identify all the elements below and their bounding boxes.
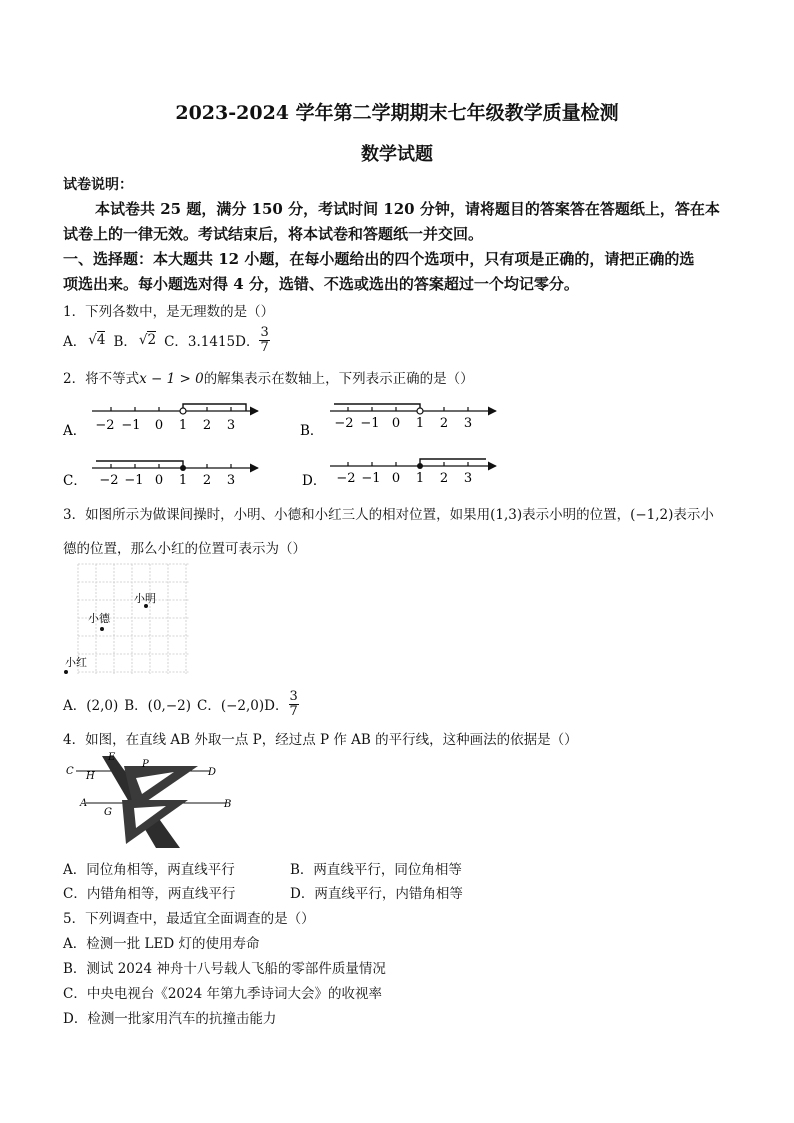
q2-number-lines: [0, 390, 794, 490]
q2-a-tick-label: −1: [121, 418, 141, 433]
q4-option-c: C．内错角相等，两直线平行: [63, 886, 236, 902]
q4-stem: 4．如图，在直线 AB 外取一点 P，经过点 P 作 AB 的平行线，这种画法的依据是（）: [63, 732, 578, 748]
q2-c-tick-label: 2: [202, 473, 212, 488]
q2-a-open-point: [180, 408, 186, 414]
q2-a-tick-label: 0: [154, 418, 164, 433]
q1-option-b-radicand: 2: [147, 332, 157, 348]
q4-label-c: C: [66, 766, 74, 777]
q2-a-tick-label: 2: [202, 418, 212, 433]
section1-line-2: 项选出来。每小题选对得 4 分，选错、不选或选出的答案超过一个均记零分。: [63, 275, 579, 293]
q2-option-b: [300, 404, 496, 439]
q2-d-closed-point: [417, 463, 423, 469]
q2-d-tick-label: −1: [361, 471, 381, 486]
q1-option-a-radicand: 4: [96, 332, 106, 348]
q5-option-c: C．中央电视台《2024 年第九季诗词大会》的收视率: [63, 986, 382, 1002]
q1-option-d-fraction: [259, 326, 269, 355]
q4-option-d: D．两直线平行，内错角相等: [290, 886, 463, 902]
q2-d-tick-label: 2: [439, 471, 449, 486]
q2-option-c: [63, 461, 258, 489]
q2-b-tick-label: 2: [439, 416, 449, 431]
q5-option-a: A．检测一批 LED 灯的使用寿命: [63, 936, 260, 952]
q2-b-tick-label: 0: [391, 416, 401, 431]
q2-c-tick-label: −2: [99, 473, 119, 488]
q3-option-a: A．(2,0): [63, 698, 119, 714]
q2-a-solution-ray: [183, 404, 246, 411]
q2-a-tick-label: 3: [226, 418, 236, 433]
q3-grid-figure: [60, 560, 200, 680]
q4-label-e: E: [108, 752, 116, 763]
instructions-heading: 试卷说明：: [63, 177, 133, 193]
q3-option-d-label: D．: [264, 698, 289, 714]
page-title: 2023-2024 学年第二学期期末七年级教学质量检测: [175, 102, 619, 124]
q1-option-b-label: B．: [113, 334, 137, 350]
q3-option-b: B．(0,−2): [124, 698, 192, 714]
q5-option-d: D．检测一批家用汽车的抗撞击能力: [63, 1011, 277, 1027]
q4-label-d: D: [208, 767, 217, 778]
q2-stem: [63, 367, 474, 387]
q2-stem-inequality: x − 1 > 0: [139, 371, 204, 387]
q2-b-tick-label: 3: [463, 416, 473, 431]
q2-a-tick-label: 1: [178, 418, 188, 433]
q3-option-d-fraction: [289, 690, 299, 719]
q5-option-b: B．测试 2024 神舟十八号载人飞船的零部件质量情况: [63, 961, 386, 977]
q4-option-a: A．同位角相等，两直线平行: [63, 862, 235, 878]
q2-option-a: [62, 404, 258, 439]
q3-stem-line-1: 3．如图所示为做课间操时，小明、小德和小红三人的相对位置，如果用(1,3)表示小明的位置，(−1,2)表示小: [63, 507, 714, 523]
q2-option-c-label: C．: [63, 473, 87, 489]
q2-c-tick-label: 3: [226, 473, 236, 488]
q2-option-d: [302, 459, 496, 489]
page-subtitle: 数学试题: [361, 144, 433, 165]
q2-a-tick-label: −2: [95, 418, 115, 433]
q2-c-tick-label: 0: [154, 473, 164, 488]
q3-option-d-numerator: 3: [289, 688, 298, 704]
q2-d-solution-ray: [420, 459, 486, 466]
q2-b-solution-ray: [334, 404, 420, 411]
q4-label-g: G: [104, 807, 112, 818]
q2-b-tick-label: −2: [334, 416, 354, 431]
q1-options: [63, 322, 270, 358]
q4-set-square-figure: [62, 748, 242, 850]
q5-stem: 5．下列调查中，最适宜全面调查的是（）: [63, 911, 315, 927]
q2-option-a-label: A．: [63, 423, 87, 439]
q2-d-tick-label: 1: [415, 471, 425, 486]
q3-point-de: [100, 627, 104, 631]
q1-option-a-label: A．: [63, 334, 87, 350]
q4-label-h: H: [86, 771, 95, 782]
q2-c-tick-label: −1: [124, 473, 144, 488]
q2-c-tick-label: 1: [178, 473, 188, 488]
section1-line-1: 一、选择题：本大题共 12 小题，在每小题给出的四个选项中，只有项是正确的，请把正确的选: [63, 250, 695, 268]
q3-options: [63, 686, 299, 722]
q1-option-d-label: D．: [235, 334, 260, 350]
q1-option-d-numerator: 3: [260, 324, 269, 340]
q2-d-tick-label: −2: [336, 471, 356, 486]
q2-c-closed-point: [180, 465, 186, 471]
q3-stem-line-2: 德的位置，那么小红的位置可表示为（）: [63, 541, 306, 557]
q3-label-ming: 小明: [134, 592, 156, 605]
q2-stem-pre: 2．将不等式: [63, 371, 140, 387]
q1-stem: 1．下列各数中，是无理数的是（）: [63, 304, 275, 320]
q2-b-open-point: [417, 408, 423, 414]
q3-label-de: 小德: [88, 612, 110, 625]
instructions-line-2: 试卷上的一律无效。考试结束后，将本试卷和答题纸一并交回。: [63, 225, 484, 243]
q3-label-hong: 小红: [65, 656, 87, 669]
q1-option-c: C．3.1415: [164, 334, 236, 350]
q2-b-tick-label: −1: [360, 416, 380, 431]
q3-option-c: C．(−2,0): [197, 698, 265, 714]
q2-stem-post: 的解集表示在数轴上，下列表示正确的是（）: [203, 371, 474, 387]
q1-option-a-sqrt: √4: [88, 332, 106, 348]
q4-option-b: B．两直线平行，同位角相等: [290, 862, 462, 878]
q4-label-b: B: [224, 799, 232, 810]
q2-option-b-label: B．: [300, 423, 324, 439]
q4-label-a: A: [80, 798, 88, 809]
q1-option-d-denominator: 7: [260, 339, 269, 355]
instructions-line-1: 本试卷共 25 题，满分 150 分，考试时间 120 分钟，请将题目的答案答在答题纸上，答在本: [95, 200, 720, 218]
q4-label-p: P: [142, 759, 149, 770]
q2-option-d-label: D．: [302, 473, 327, 489]
q1-option-b-sqrt: √2: [138, 332, 157, 348]
q2-c-solution-ray: [96, 461, 183, 468]
q3-option-d-denominator: 7: [289, 703, 298, 719]
q2-d-tick-label: 3: [463, 471, 473, 486]
q3-point-hong: [64, 670, 68, 674]
q2-d-tick-label: 0: [391, 471, 401, 486]
q2-b-tick-label: 1: [415, 416, 425, 431]
